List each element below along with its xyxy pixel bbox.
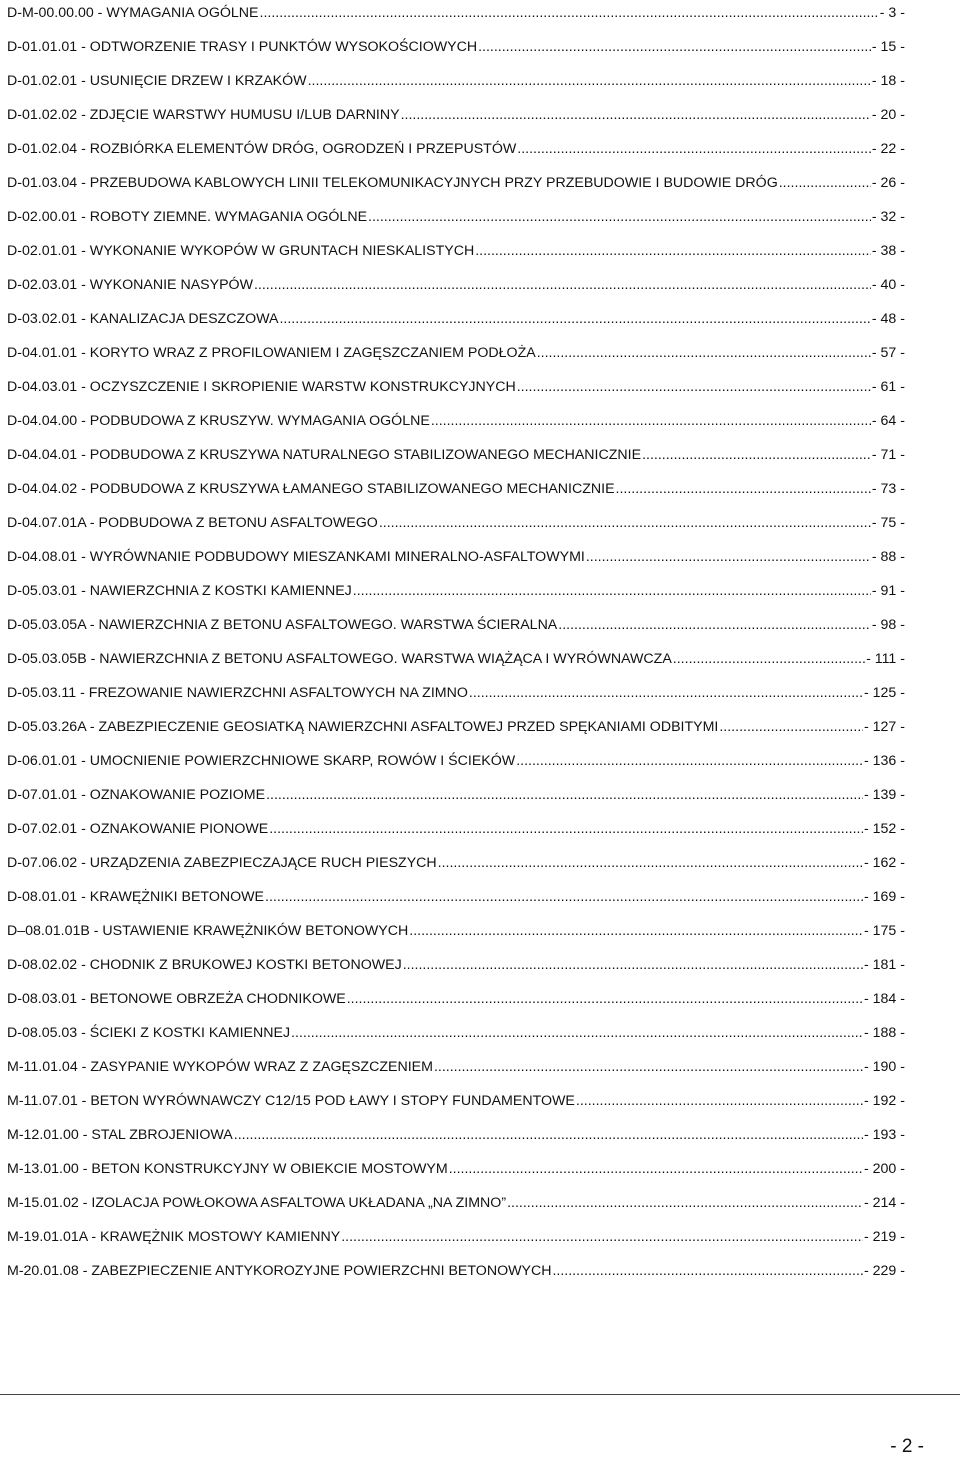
toc-entry[interactable] <box>7 170 905 204</box>
toc-dot-leader <box>516 748 863 774</box>
footer-rule <box>0 1394 960 1395</box>
toc-entry-page: - 188 - <box>863 1025 905 1041</box>
toc-entry-page: - 192 - <box>863 1093 905 1109</box>
toc-dot-leader <box>616 476 871 502</box>
toc-entry[interactable] <box>7 1054 905 1088</box>
toc-entry-page: - 169 - <box>863 889 905 905</box>
toc-dot-leader <box>537 340 871 366</box>
toc-dot-leader <box>291 1020 863 1046</box>
toc-entry[interactable] <box>7 544 905 578</box>
toc-dot-leader <box>434 1054 863 1080</box>
toc-entry-title: M-11.07.01 - BETON WYRÓWNAWCZY C12/15 POD ŁAWY I STOPY FUNDAMENTOWE <box>7 1093 575 1109</box>
toc-entry[interactable] <box>7 102 905 136</box>
toc-entry-page: - 61 - <box>871 379 905 395</box>
toc-entry-title: D-01.02.01 - USUNIĘCIE DRZEW I KRZAKÓW <box>7 73 307 89</box>
toc-entry-title: M-19.01.01A - KRAWĘŻNIK MOSTOWY KAMIENNY <box>7 1229 341 1245</box>
toc-dot-leader <box>673 646 865 672</box>
toc-dot-leader <box>552 1258 863 1284</box>
toc-entry-title: D-02.00.01 - ROBOTY ZIEMNE. WYMAGANIA OGÓLNE <box>7 209 368 225</box>
toc-dot-leader <box>475 238 871 264</box>
toc-entry[interactable] <box>7 1190 905 1224</box>
toc-entry-page: - 181 - <box>863 957 905 973</box>
toc-entry-page: - 200 - <box>863 1161 905 1177</box>
toc-entry-title: D–08.01.01B - USTAWIENIE KRAWĘŻNIKÓW BETONOWYCH <box>7 923 409 939</box>
toc-entry[interactable] <box>7 884 905 918</box>
toc-entry-title: D-08.03.01 - BETONOWE OBRZEŻA CHODNIKOWE <box>7 991 346 1007</box>
toc-entry-page: - 111 - <box>866 651 905 667</box>
toc-entry-page: - 127 - <box>863 719 905 735</box>
toc-entry[interactable] <box>7 918 905 952</box>
toc-entry-title: M-20.01.08 - ZABEZPIECZENIE ANTYKOROZYJNE POWIERZCHNI BETONOWYCH <box>7 1263 552 1279</box>
toc-dot-leader <box>341 1224 863 1250</box>
toc-dot-leader <box>586 544 871 570</box>
toc-entry[interactable] <box>7 136 905 170</box>
toc-dot-leader <box>438 850 863 876</box>
toc-dot-leader <box>507 1190 863 1216</box>
toc-entry-page: - 73 - <box>871 481 905 497</box>
toc-entry-title: D-08.02.02 - CHODNIK Z BRUKOWEJ KOSTKI BETONOWEJ <box>7 957 402 973</box>
toc-entry[interactable] <box>7 986 905 1020</box>
toc-entry-page: - 193 - <box>863 1127 905 1143</box>
toc-entry-page: - 214 - <box>863 1195 905 1211</box>
toc-entry-title: D-01.02.02 - ZDJĘCIE WARSTWY HUMUSU I/LUB DARNINY <box>7 107 400 123</box>
toc-entry-page: - 162 - <box>863 855 905 871</box>
toc-entry-title: D-02.01.01 - WYKONANIE WYKOPÓW W GRUNTACH NIESKALISTYCH <box>7 243 475 259</box>
toc-entry-page: - 98 - <box>871 617 905 633</box>
toc-entry-page: - 229 - <box>863 1263 905 1279</box>
toc-dot-leader <box>469 680 863 706</box>
toc-dot-leader <box>431 408 871 434</box>
toc-entry-title: M-15.01.02 - IZOLACJA POWŁOKOWA ASFALTOWA UKŁADANA „NA ZIMNO” <box>7 1195 507 1211</box>
toc-entry-title: D-03.02.01 - KANALIZACJA DESZCZOWA <box>7 311 279 327</box>
toc-entry-title: D-05.03.05B - NAWIERZCHNIA Z BETONU ASFALTOWEGO. WARSTWA WIĄŻĄCA I WYRÓWNAWCZA <box>7 651 672 667</box>
toc-entry-page: - 40 - <box>871 277 905 293</box>
toc-entry-page: - 32 - <box>871 209 905 225</box>
toc-entry-page: - 71 - <box>871 447 905 463</box>
toc-entry[interactable] <box>7 1156 905 1190</box>
toc-dot-leader <box>478 34 871 60</box>
toc-entry-page: - 175 - <box>863 923 905 939</box>
toc-entry-title: D-04.04.00 - PODBUDOWA Z KRUSZYW. WYMAGANIA OGÓLNE <box>7 413 430 429</box>
toc-entry-title: D-04.08.01 - WYRÓWNANIE PODBUDOWY MIESZANKAMI MINERALNO-ASFALTOWYMI <box>7 549 585 565</box>
toc-entry-page: - 88 - <box>871 549 905 565</box>
toc-entry[interactable] <box>7 0 905 34</box>
toc-entry-title: D-04.03.01 - OCZYSZCZENIE I SKROPIENIE WARSTW KONSTRUKCYJNYCH <box>7 379 516 395</box>
toc-entry-page: - 190 - <box>863 1059 905 1075</box>
toc-entry[interactable] <box>7 612 905 646</box>
toc-entry-title: D-05.03.01 - NAWIERZCHNIA Z KOSTKI KAMIENNEJ <box>7 583 352 599</box>
toc-entry-title: D-05.03.26A - ZABEZPIECZENIE GEOSIATKĄ NAWIERZCHNI ASFALTOWEJ PRZED SPĘKANIAMI ODBITYMI <box>7 719 719 735</box>
toc-entry[interactable] <box>7 748 905 782</box>
toc-dot-leader <box>517 374 871 400</box>
toc-entry[interactable] <box>7 306 905 340</box>
toc-entry-title: M-13.01.00 - BETON KONSTRUKCYJNY W OBIEKCIE MOSTOWYM <box>7 1161 448 1177</box>
toc-entry-title: D-07.02.01 - OZNAKOWANIE PIONOWE <box>7 821 269 837</box>
toc-dot-leader <box>254 272 871 298</box>
toc-entry-title: D-04.04.01 - PODBUDOWA Z KRUSZYWA NATURALNEGO STABILIZOWANEGO MECHANICZNIE <box>7 447 642 463</box>
toc-entry[interactable] <box>7 1020 905 1054</box>
toc-entry-title: M-11.01.04 - ZASYPANIE WYKOPÓW WRAZ Z ZAGĘSZCZENIEM <box>7 1059 433 1075</box>
toc-entry[interactable] <box>7 816 905 850</box>
toc-entry-page: - 91 - <box>871 583 905 599</box>
toc-entry[interactable] <box>7 340 905 374</box>
toc-dot-leader <box>379 510 871 536</box>
toc-dot-leader <box>401 102 871 128</box>
toc-dot-leader <box>449 1156 863 1182</box>
toc-dot-leader <box>368 204 871 230</box>
toc-entry-title: D-01.02.04 - ROZBIÓRKA ELEMENTÓW DRÓG, OGRODZEŃ I PRZEPUSTÓW <box>7 141 517 157</box>
toc-dot-leader <box>269 816 863 842</box>
toc-entry-page: - 15 - <box>871 39 905 55</box>
toc-entry[interactable] <box>7 34 905 68</box>
footer-page-number: - 2 - <box>890 1436 924 1457</box>
toc-dot-leader <box>353 578 871 604</box>
toc-entry-title: D-04.07.01A - PODBUDOWA Z BETONU ASFALTOWEGO <box>7 515 378 531</box>
toc-dot-leader <box>403 952 863 978</box>
toc-entry[interactable] <box>7 1258 905 1292</box>
toc-dot-leader <box>265 884 863 910</box>
toc-entry-title: D-07.01.01 - OZNAKOWANIE POZIOME <box>7 787 266 803</box>
toc-entry[interactable] <box>7 646 905 680</box>
toc-entry-title: D-07.06.02 - URZĄDZENIA ZABEZPIECZAJĄCE RUCH PIESZYCH <box>7 855 437 871</box>
toc-entry-title: D-08.05.03 - ŚCIEKI Z KOSTKI KAMIENNEJ <box>7 1025 291 1041</box>
toc-entry-page: - 125 - <box>863 685 905 701</box>
toc-entry-page: - 18 - <box>871 73 905 89</box>
toc-dot-leader <box>517 136 871 162</box>
toc-entry-page: - 75 - <box>871 515 905 531</box>
toc-entry-page: - 152 - <box>863 821 905 837</box>
toc-entry-title: D-01.03.04 - PRZEBUDOWA KABLOWYCH LINII TELEKOMUNIKACYJNYCH PRZY PRZEBUDOWIE I BUDOWIE DRÓG <box>7 175 778 191</box>
toc-entry-page: - 26 - <box>871 175 905 191</box>
toc-dot-leader <box>260 0 879 26</box>
toc-entry[interactable] <box>7 952 905 986</box>
toc-dot-leader <box>279 306 870 332</box>
toc-entry-title: D-05.03.05A - NAWIERZCHNIA Z BETONU ASFALTOWEGO. WARSTWA ŚCIERALNA <box>7 617 558 633</box>
toc-dot-leader <box>558 612 871 638</box>
toc-entry[interactable] <box>7 442 905 476</box>
toc-dot-leader <box>719 714 863 740</box>
toc-dot-leader <box>266 782 863 808</box>
toc-entry-page: - 48 - <box>871 311 905 327</box>
toc-entry-title: D-M-00.00.00 - WYMAGANIA OGÓLNE <box>7 5 259 21</box>
toc-dot-leader <box>308 68 871 94</box>
toc-entry[interactable] <box>7 1122 905 1156</box>
toc-entry[interactable] <box>7 476 905 510</box>
toc-dot-leader <box>234 1122 863 1148</box>
toc-entry[interactable] <box>7 1224 905 1258</box>
toc-entry-title: D-02.03.01 - WYKONANIE NASYPÓW <box>7 277 253 293</box>
toc-entry[interactable] <box>7 68 905 102</box>
toc-entry-page: - 3 - <box>879 5 905 21</box>
toc-entry[interactable] <box>7 238 905 272</box>
toc-entry[interactable] <box>7 714 905 748</box>
toc-entry-title: D-04.01.01 - KORYTO WRAZ Z PROFILOWANIEM I ZAGĘSZCZANIEM PODŁOŻA <box>7 345 536 361</box>
toc-dot-leader <box>779 170 871 196</box>
toc-entry-page: - 57 - <box>871 345 905 361</box>
toc-entry-title: D-06.01.01 - UMOCNIENIE POWIERZCHNIOWE SKARP, ROWÓW I ŚCIEKÓW <box>7 753 516 769</box>
toc-entry[interactable] <box>7 782 905 816</box>
toc-dot-leader <box>576 1088 863 1114</box>
toc-dot-leader <box>642 442 871 468</box>
toc-entry[interactable] <box>7 408 905 442</box>
toc-dot-leader <box>347 986 863 1012</box>
toc-entry[interactable] <box>7 578 905 612</box>
toc-entry[interactable] <box>7 204 905 238</box>
toc-entry-title: D-01.01.01 - ODTWORZENIE TRASY I PUNKTÓW WYSOKOŚCIOWYCH <box>7 39 478 55</box>
toc-entry-page: - 184 - <box>863 991 905 1007</box>
toc-entry-page: - 64 - <box>871 413 905 429</box>
toc-entry-title: D-04.04.02 - PODBUDOWA Z KRUSZYWA ŁAMANEGO STABILIZOWANEGO MECHANICZNIE <box>7 481 615 497</box>
toc-entry-title: D-08.01.01 - KRAWĘŻNIKI BETONOWE <box>7 889 265 905</box>
toc-entry-page: - 38 - <box>871 243 905 259</box>
toc-dot-leader <box>409 918 863 944</box>
toc-entry[interactable] <box>7 374 905 408</box>
toc-entry-page: - 139 - <box>863 787 905 803</box>
toc-entry-page: - 219 - <box>863 1229 905 1245</box>
toc-entry-title: M-12.01.00 - STAL ZBROJENIOWA <box>7 1127 233 1143</box>
toc-entry-page: - 20 - <box>871 107 905 123</box>
toc-entry[interactable] <box>7 680 905 714</box>
table-of-contents <box>7 0 905 1292</box>
toc-entry-page: - 136 - <box>863 753 905 769</box>
toc-entry-title: D-05.03.11 - FREZOWANIE NAWIERZCHNI ASFALTOWYCH NA ZIMNO <box>7 685 468 701</box>
toc-entry[interactable] <box>7 1088 905 1122</box>
toc-entry[interactable] <box>7 850 905 884</box>
toc-entry[interactable] <box>7 272 905 306</box>
toc-entry[interactable] <box>7 510 905 544</box>
toc-entry-page: - 22 - <box>871 141 905 157</box>
